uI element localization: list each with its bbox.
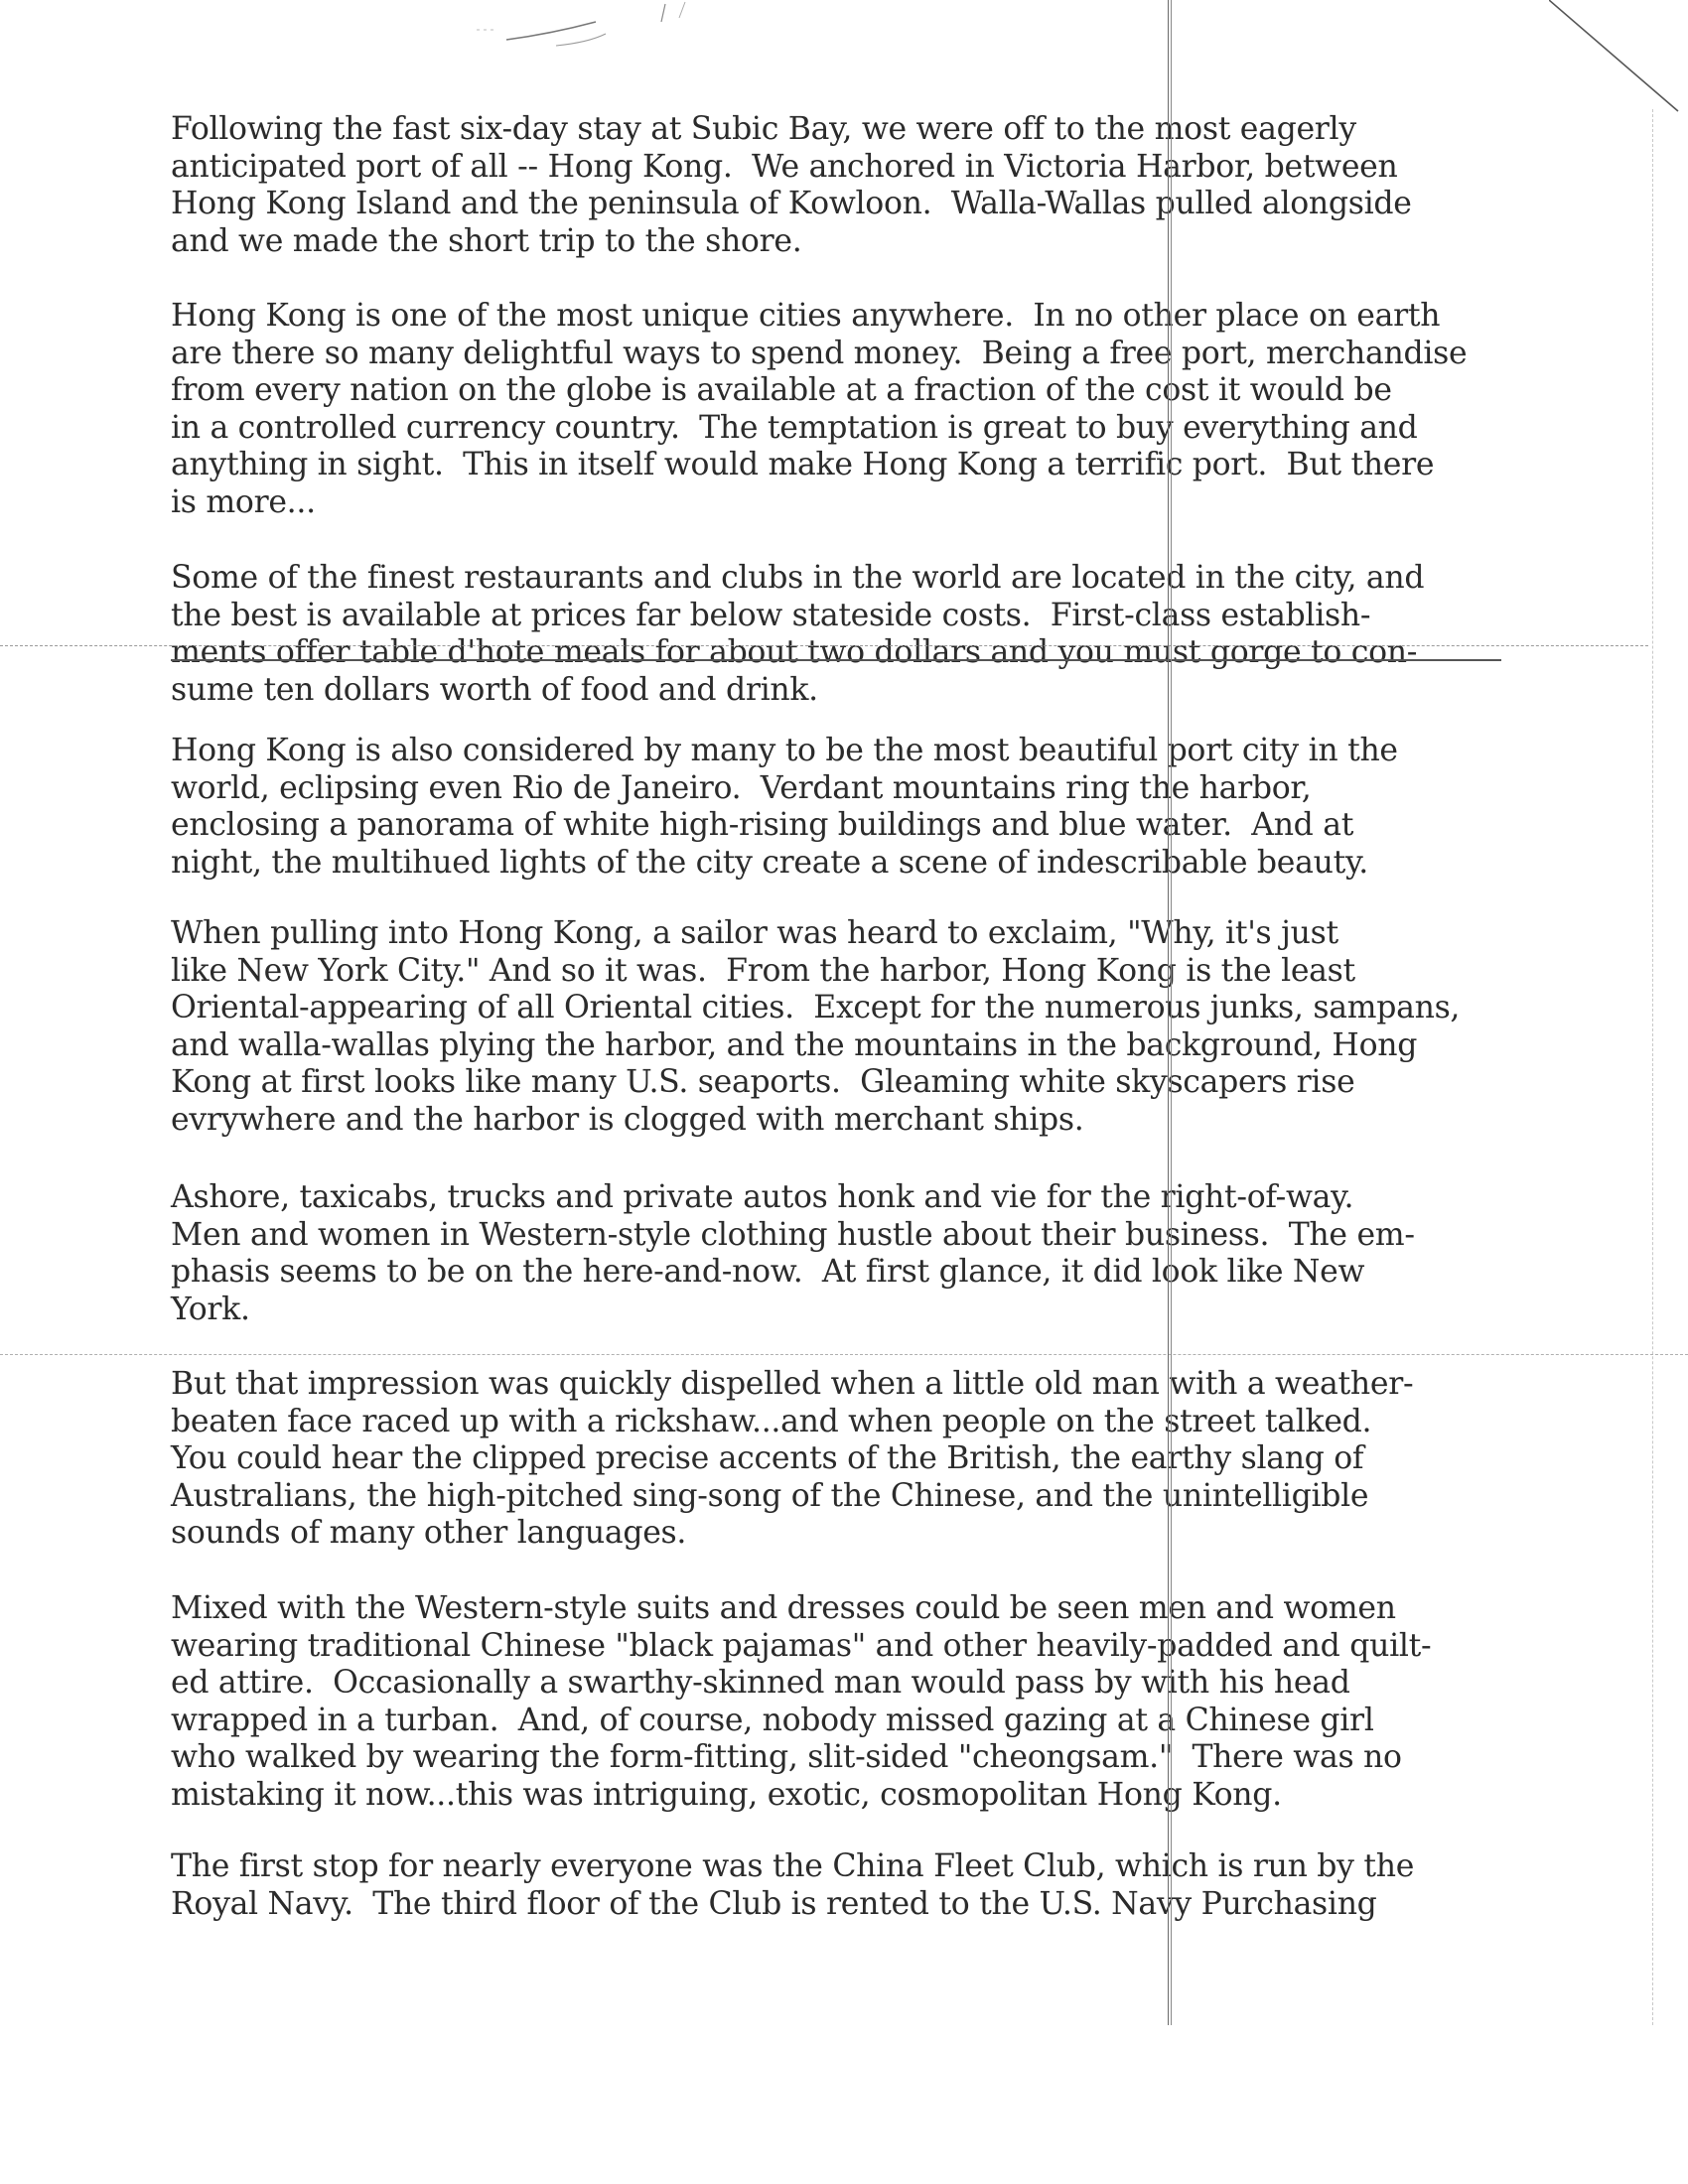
paragraph-restaurants: Some of the finest restaurants and clubs in the world are located in the city, and the best is available at prices far below stateside costs. First-class establish- ments offer table d'hote meals for about two dollars and you must gorge to con- sume ten dollars worth of food and drink.: [171, 560, 1425, 708]
scan-fold-line-lower: [0, 1354, 1688, 1355]
page-right-edge: [1652, 109, 1653, 2025]
paragraph-traditional-attire: Mixed with the Western-style suits and dresses could be seen men and women wearing traditional Chinese "black pajamas" and other heavily-padded and quilt- ed attire. Occasionally a swarthy-skinned man would pass by with his head wrapped in a turban. And, of course, nobody missed gazing at a Chinese girl who walked by wearing the form-fitting, slit-sided "cheongsam." There was no mistaking it now...this was intriguing, exotic, cosmopolitan Hong Kong.: [171, 1590, 1432, 1813]
paragraph-ashore: Ashore, taxicabs, trucks and private autos honk and vie for the right-of-way. Men and women in Western-style clothing hustle about their business. The em- phasis seems to be on the here-and-now. At first glance, it did look like New York.: [171, 1179, 1415, 1327]
paragraph-subic-departure: Following the fast six-day stay at Subic Bay, we were off to the most eagerly anticipated port of all -- Hong Kong. We anchored in Victoria Harbor, between Hong Kong Island and the peninsula of Kowloon. Walla-Wallas pulled alongside and we made the short trip to the shore.: [171, 111, 1412, 259]
paragraph-china-fleet-club: The first stop for nearly everyone was the China Fleet Club, which is run by the Royal Navy. The third floor of the Club is rented to the U.S. Navy Purchasing: [171, 1848, 1415, 1922]
strike-through-line: [171, 659, 1501, 661]
scan-smudge-marks: [477, 0, 735, 60]
paragraph-new-york-comparison: When pulling into Hong Kong, a sailor was heard to exclaim, "Why, it's just like New York City." And so it was. From the harbor, Hong Kong is the least Oriental-appearing of all Oriental cities. Except for the numerous junks, sampans, and walla-wallas plying the harbor, and the mountains in the background, Hong Kong at first looks like many U.S. seaports. Gleaming white skyscapers rise evrywhere and the harbor is clogged with merchant ships.: [171, 915, 1461, 1138]
paragraph-beautiful-port: Hong Kong is also considered by many to be the most beautiful port city in the world, eclipsing even Rio de Janeiro. Verdant mountains ring the harbor, enclosing a panorama of white high-rising buildings and blue water. And at night, the multihued lights of the city create a scene of indescribable beauty.: [171, 733, 1398, 881]
paragraph-impression-dispelled: But that impression was quickly dispelled when a little old man with a weather- beaten face raced up with a rickshaw...and when people on the street talked. You could hear the clipped precise accents of the British, the earthy slang of Australians, the high-pitched sing-song of the Chinese, and the unintelligible sounds of many other languages.: [171, 1366, 1414, 1551]
page-corner-crease: [1549, 0, 1688, 119]
vertical-fold-crease: [1168, 0, 1172, 2025]
paragraph-unique-city: Hong Kong is one of the most unique cities anywhere. In no other place on earth are there so many delightful ways to spend money. Being a free port, merchandise from every nation on the globe is available at a fraction of the cost it would be in a controlled currency country. The temptation is great to buy everything and anything in sight. This in itself would make Hong Kong a terrific port. But there is more...: [171, 298, 1468, 520]
scan-fold-line-upper: [0, 645, 1648, 646]
